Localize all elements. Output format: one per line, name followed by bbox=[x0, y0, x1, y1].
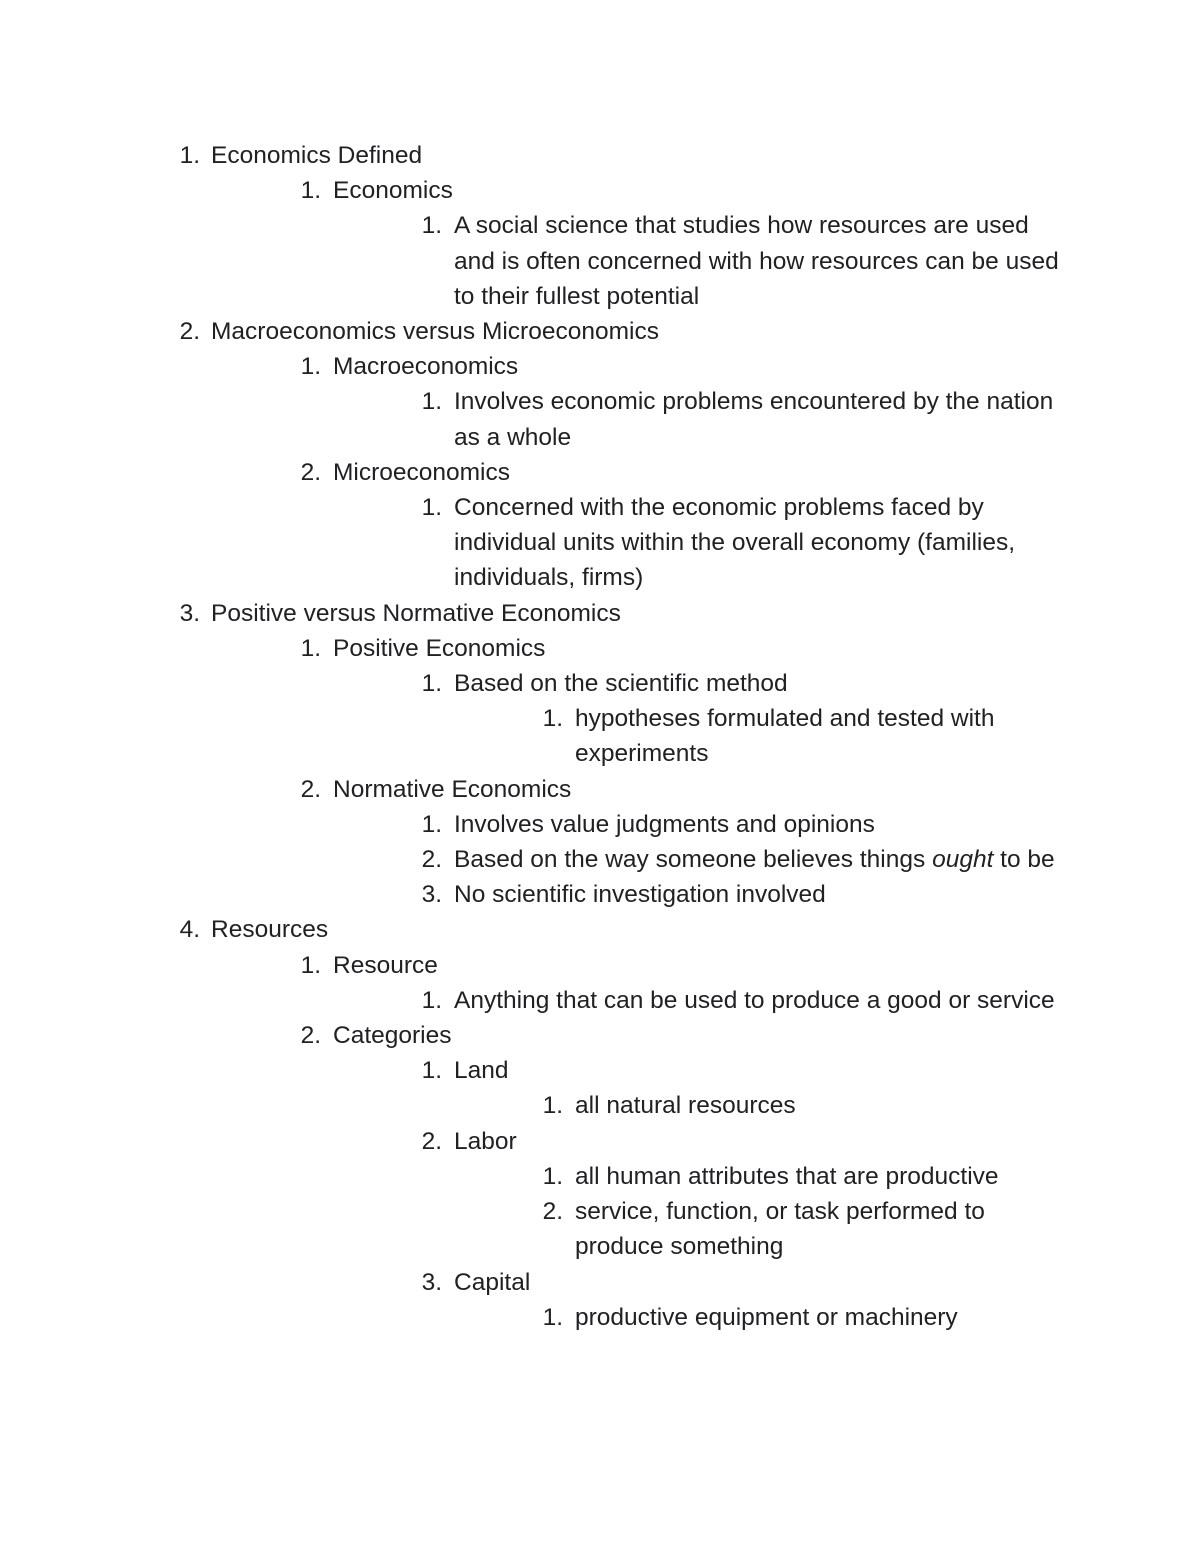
list-item-text: Macroeconomics bbox=[333, 353, 519, 381]
list-item-text: hypotheses formulated and tested with experiments bbox=[575, 705, 995, 768]
list-number: 1. bbox=[179, 142, 200, 169]
list-item-text: Involves economic problems encountered by the nation as a whole bbox=[454, 388, 1054, 451]
list-item-text: Economics bbox=[333, 177, 453, 205]
outline-item-level-2 bbox=[0, 842, 1200, 877]
list-number: 1. bbox=[421, 388, 442, 416]
list-number: 1. bbox=[421, 810, 442, 838]
list-number: 2. bbox=[542, 1198, 563, 1226]
outline-item-level-2 bbox=[0, 877, 1200, 912]
list-number: 2. bbox=[421, 1127, 442, 1155]
list-item-text: all natural resources bbox=[575, 1092, 796, 1120]
outline-item-level-0 bbox=[0, 596, 1200, 631]
list-number: 1. bbox=[542, 1092, 563, 1120]
outline-item-level-2 bbox=[0, 1124, 1200, 1159]
list-item-text: Microeconomics bbox=[333, 458, 510, 486]
outline-item-level-0 bbox=[0, 314, 1200, 349]
list-number: 1. bbox=[300, 634, 321, 662]
list-number: 3. bbox=[421, 1268, 442, 1296]
list-number: 4. bbox=[179, 916, 200, 944]
list-item-text: service, function, or task performed to produce something bbox=[575, 1198, 985, 1261]
list-item-text: Concerned with the economic problems faced by individual units within the overall economy (families, individuals, firms) bbox=[454, 494, 1016, 592]
outline-item-level-1 bbox=[0, 349, 1200, 384]
outline-item-level-1 bbox=[0, 1018, 1200, 1053]
list-number: 2. bbox=[300, 458, 321, 486]
list-item-text: productive equipment or machinery bbox=[575, 1303, 958, 1331]
list-number: 1. bbox=[300, 951, 321, 979]
outline-item-level-0 bbox=[0, 138, 1200, 173]
list-number: 1. bbox=[542, 1162, 563, 1190]
outline-item-level-3 bbox=[0, 701, 1200, 771]
outline-item-level-1 bbox=[0, 948, 1200, 983]
list-number: 1. bbox=[421, 670, 442, 698]
outline-item-level-2 bbox=[0, 490, 1200, 596]
list-number: 1. bbox=[300, 353, 321, 381]
outline-item-level-1 bbox=[0, 772, 1200, 807]
outline-item-level-2 bbox=[0, 983, 1200, 1018]
outline-item-level-1 bbox=[0, 631, 1200, 666]
list-item-text bbox=[454, 842, 1064, 877]
list-item-text: Economics Defined bbox=[211, 142, 423, 169]
outline-item-level-3 bbox=[0, 1300, 1200, 1335]
outline-item-level-3 bbox=[0, 1194, 1200, 1264]
list-item-text: Positive versus Normative Economics bbox=[211, 599, 621, 627]
outline-item-level-2 bbox=[0, 666, 1200, 701]
outline-item-level-1 bbox=[0, 455, 1200, 490]
list-item-text: Anything that can be used to produce a good or service bbox=[454, 986, 1055, 1014]
list-item-text: Categories bbox=[333, 1022, 452, 1050]
outline-item-level-0 bbox=[0, 912, 1200, 947]
list-number: 3. bbox=[179, 599, 200, 627]
list-item-text: Normative Economics bbox=[333, 775, 572, 803]
list-item-text: Involves value judgments and opinions bbox=[454, 810, 875, 838]
list-number: 1. bbox=[421, 494, 442, 522]
list-item-text: Resource bbox=[333, 951, 438, 979]
list-number: 1. bbox=[542, 1303, 563, 1331]
list-number: 1. bbox=[421, 212, 442, 240]
outline-item-level-3 bbox=[0, 1088, 1200, 1123]
list-number: 3. bbox=[421, 881, 442, 909]
list-number: 1. bbox=[542, 705, 563, 733]
list-number: 2. bbox=[300, 775, 321, 803]
list-item-text: Positive Economics bbox=[333, 634, 546, 662]
list-item-text: Based on the scientific method bbox=[454, 670, 788, 698]
outline-item-level-2 bbox=[0, 1053, 1200, 1088]
list-number: 1. bbox=[421, 1057, 442, 1085]
emphasized-word: ought bbox=[932, 846, 994, 874]
document-outline bbox=[0, 138, 1200, 1335]
list-number: 1. bbox=[421, 986, 442, 1014]
outline-item-level-2 bbox=[0, 1265, 1200, 1300]
list-item-text: No scientific investigation involved bbox=[454, 881, 826, 909]
list-item-text: Capital bbox=[454, 1268, 531, 1296]
outline-item-level-2 bbox=[0, 807, 1200, 842]
outline-item-level-1 bbox=[0, 173, 1200, 208]
list-item-text: A social science that studies how resources are used and is often concerned with how resources can be used to their fullest potential bbox=[454, 212, 1059, 310]
list-item-text: all human attributes that are productive bbox=[575, 1162, 999, 1190]
list-item-text: Resources bbox=[211, 916, 329, 944]
outline-item-level-3 bbox=[0, 1159, 1200, 1194]
list-item-text: Labor bbox=[454, 1127, 517, 1155]
list-number: 1. bbox=[300, 177, 321, 205]
list-number: 2. bbox=[179, 318, 200, 346]
list-item-text-part: to be bbox=[993, 846, 1055, 874]
list-item-text: Macroeconomics versus Microeconomics bbox=[211, 318, 659, 346]
list-item-text: Land bbox=[454, 1057, 509, 1085]
list-number: 2. bbox=[421, 846, 442, 874]
list-number: 2. bbox=[300, 1022, 321, 1050]
list-item-text-part: Based on the way someone believes things bbox=[454, 846, 933, 874]
outline-item-level-2 bbox=[0, 384, 1200, 454]
outline-item-level-2 bbox=[0, 208, 1200, 314]
